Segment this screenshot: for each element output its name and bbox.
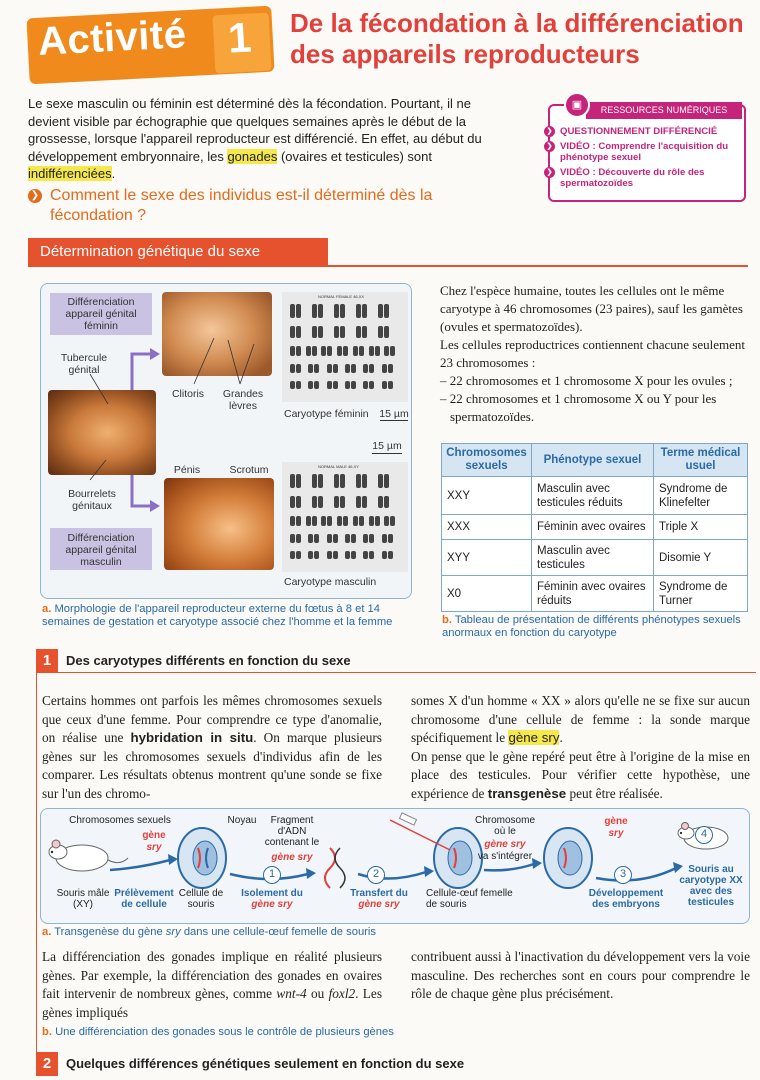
chromosome-glyph [351, 551, 356, 559]
table-cell: XXX [442, 515, 532, 540]
phenotypes-table [441, 443, 748, 612]
chromosome-glyph [384, 474, 389, 488]
figure-2a-caption: a. Transgenèse du gène sry dans une cellule-œuf femelle de souris [42, 926, 376, 938]
resource-link-questionnement[interactable]: ❯ QUESTIONNEMENT DIFFÉRENCIÉ [544, 126, 744, 138]
chromosome-glyph [318, 304, 323, 318]
chromosome-glyph [327, 534, 332, 543]
chromosome-glyph [290, 304, 295, 318]
table-cell: Masculin avec testicules réduits [532, 477, 654, 515]
karyotype-male-header: NORMAL MALE 46,XY [318, 464, 359, 469]
chromosome-glyph [345, 551, 350, 559]
chromosome-glyph [369, 364, 374, 373]
activity-number: 1 [226, 13, 253, 62]
chromosome-glyph [384, 516, 389, 526]
table-caption: b. Tableau de présentation de différents phénotypes sexuels anormaux en fonction du caryotype [442, 614, 741, 639]
label-isolement: Isolement du gène sry [241, 888, 303, 910]
step-2-badge: 2 [367, 866, 385, 884]
chromosome-glyph [343, 516, 348, 526]
chromosome-glyph [351, 381, 356, 389]
chromosome-glyph [290, 496, 295, 508]
label-fragment: Fragment d'ADN contenant le [264, 815, 320, 848]
chromosome-glyph [359, 346, 364, 356]
chromosome-glyph [296, 326, 301, 338]
doc2b-text-right: contribuent aussi à l'inactivation du développement vers la voie masculine. Des recherches sont en cours pour comprendre le rôle de chaque gène plus précisément. [411, 949, 750, 1001]
chromosome-glyph [290, 474, 295, 488]
figure-2b-caption: b. Une différenciation des gonades sous le contrôle de plusieurs gènes [42, 1026, 394, 1038]
chromosome-glyph [345, 534, 350, 543]
male-genitalia-photo [164, 478, 274, 570]
label-scrotum: Scrotum [229, 464, 269, 476]
label-clitoris: Clitoris [171, 388, 205, 400]
female-diff-box: Différenciation appareil génital féminin [50, 293, 152, 335]
male-diff-box: Différenciation appareil génital masculin [50, 528, 152, 570]
chromosome-glyph [327, 516, 332, 526]
document-2-side-rule [36, 673, 37, 1068]
label-cellule-oeuf: Cellule-œuf femelle de souris [426, 888, 513, 910]
label-sry-1: sry [146, 842, 162, 853]
chromosome-glyph [356, 304, 361, 318]
chromosome-glyph [375, 516, 380, 526]
chromosome-glyph [333, 364, 338, 373]
step-1-badge: 1 [263, 866, 281, 884]
chromosome-glyph [327, 381, 332, 389]
chromosome-glyph [345, 381, 350, 389]
chromosome-glyph [390, 516, 395, 526]
table-cell: Féminin avec ovaires réduits [532, 576, 654, 612]
chromosome-glyph [318, 326, 323, 338]
chromosome-glyph [312, 474, 317, 488]
label-chromosome-ou: Chromosome où le [474, 815, 536, 837]
chromosome-glyph [351, 364, 356, 373]
chromosome-glyph [296, 551, 301, 559]
chromosome-glyph [327, 364, 332, 373]
label-karyotype-male: Caryotype masculin [284, 576, 377, 588]
chromosome-glyph [382, 364, 387, 373]
chromosome-glyph [312, 496, 317, 508]
chromosome-glyph [362, 474, 367, 488]
label-souris-male: Souris mâle (XY) [56, 888, 110, 910]
resources-header: RESSOURCES NUMÉRIQUES [586, 102, 742, 119]
table-row [442, 540, 748, 576]
chromosome-glyph [318, 496, 323, 508]
chromosome-glyph [290, 364, 295, 373]
label-gene-4: gène [604, 816, 628, 827]
chromosome-glyph [340, 326, 345, 338]
step-3-badge: 3 [614, 866, 632, 884]
chromosome-glyph [378, 474, 383, 488]
resource-link-video-phenotype[interactable]: ❯ VIDÉO : Comprendre l'acquisition du phénotype sexuel [544, 141, 744, 164]
chromosome-glyph [340, 474, 345, 488]
table-cell: Masculin avec testicules [532, 540, 654, 576]
chromosome-glyph [296, 304, 301, 318]
chromosome-glyph [296, 516, 301, 526]
table-cell: Syndrome de Klinefelter [654, 477, 748, 515]
chromosome-glyph [388, 381, 393, 389]
chromosome-glyph [369, 346, 374, 356]
chromosome-glyph [333, 551, 338, 559]
chromosome-glyph [384, 496, 389, 508]
chromosome-glyph [312, 346, 317, 356]
document-title: Des caryotypes différents en fonction du sexe [66, 653, 351, 668]
label-cellule-souris: Cellule de souris [178, 888, 224, 910]
label-sry-4: sry [608, 828, 624, 839]
chromosome-glyph [369, 534, 374, 543]
chromosome-glyph [318, 474, 323, 488]
chromosome-glyph [312, 326, 317, 338]
label-gene-1: gène [142, 830, 166, 841]
chromosome-glyph [306, 516, 311, 526]
chromosome-glyph [321, 516, 326, 526]
chromosome-glyph [296, 346, 301, 356]
chromosome-glyph [296, 474, 301, 488]
chromosome-glyph [369, 381, 374, 389]
chromosome-glyph [388, 534, 393, 543]
chromosome-glyph [290, 516, 295, 526]
chromosome-glyph [356, 326, 361, 338]
chromosome-glyph [314, 364, 319, 373]
label-tubercule: Tubercule génital [60, 352, 108, 376]
chromosome-glyph [321, 346, 326, 356]
chromosome-glyph [362, 496, 367, 508]
karyotype-male-image [282, 462, 408, 572]
doc2b-text-left: La différenciation des gonades implique en réalité plusieurs gènes. Par exemple, la différenciation des gonades en ovaires fait intervenir de nombreux gènes, comme wnt-4 ou foxl2. Les gènes impliqués [42, 949, 382, 1020]
chromosome-glyph [363, 534, 368, 543]
label-bourrelets: Bourrelets génitaux [68, 488, 116, 512]
chromosome-glyph [296, 364, 301, 373]
chromosome-glyph [382, 534, 387, 543]
label-noyau: Noyau [227, 815, 257, 826]
chromosome-glyph [345, 364, 350, 373]
chromosome-glyph [363, 551, 368, 559]
label-gene-sry-fragment: gène sry [271, 852, 313, 863]
resource-link-video-spermatozoides[interactable]: ❯ VIDÉO : Découverte du rôle des spermatozoïdes [544, 167, 744, 190]
doc2-text-right: somes X d'un homme « XX » alors qu'elle ne se fixe sur aucun chromosome d'une cellule de femme : la sonde marque spécifiquement le gène sry. On pense que le gène repéré peut être à l'origine de la mise en place des testicules. Pour vérifier cette hypothèse, une expérience de transgenèse peut être réalisée. [411, 693, 750, 801]
table-header: Phénotype sexuel [532, 444, 654, 477]
scale-bar-male: 15 µm [372, 440, 402, 452]
chromosome-glyph [363, 381, 368, 389]
intro-text: Le sexe masculin ou féminin est déterminé dès la fécondation. Pourtant, il ne devient visible par échographie que quelques semaines après le début de la grossesse, lorsque l'appareil reproducteur est différencié. En effet, au début du développement embryonnaire, les gonades (ovaires et testicules) sont indifférenciées. [28, 96, 482, 181]
chromosome-glyph [356, 474, 361, 488]
chromosome-glyph [363, 364, 368, 373]
label-penis: Pénis [173, 464, 201, 476]
chromosome-glyph [340, 496, 345, 508]
chromosome-glyph [308, 534, 313, 543]
chromosome-glyph [333, 381, 338, 389]
chromosome-glyph [296, 381, 301, 389]
chromosome-glyph [378, 496, 383, 508]
chromosome-glyph [359, 516, 364, 526]
chromosome-glyph [369, 516, 374, 526]
chevron-right-icon: ❯ [28, 189, 42, 203]
table-row [442, 515, 748, 540]
document-number: 1 [36, 649, 58, 673]
caryotype-explanation: Chez l'espèce humaine, toutes les cellules ont le même caryotype à 46 chromosomes (23 paires), sauf les gamètes (ovules et spermatozoïdes). Les cellules reproductrices contiennent chacune seulement 23 chromosomes : – 22 chromosomes et 1 chromosome X pour les ovules ; – 22 chromosomes et 1 chromosome X ou Y pour les spermatozoïdes. [440, 283, 746, 424]
chromosome-glyph [296, 496, 301, 508]
label-transfert: Transfert du gène sry [350, 888, 408, 910]
chromosome-glyph [327, 551, 332, 559]
chromosome-glyph [388, 364, 393, 373]
label-leaders-female [180, 320, 270, 390]
scale-line-female [380, 420, 408, 421]
document-1-label [36, 649, 750, 673]
karyotype-female-image [282, 292, 408, 402]
table-cell: XXY [442, 477, 532, 515]
resources-list [544, 126, 744, 193]
scale-line-male [372, 453, 402, 454]
label-chromosomes-sexuels: Chromosomes sexuels [69, 815, 171, 826]
chromosome-glyph [312, 304, 317, 318]
table-header: Terme médical usuel [654, 444, 748, 477]
chromosome-glyph [384, 346, 389, 356]
chromosome-glyph [296, 534, 301, 543]
table-cell: Syndrome de Turner [654, 576, 748, 612]
arrow-branch-icon [124, 340, 164, 520]
document-number: 2 [36, 1052, 58, 1076]
chromosome-glyph [290, 551, 295, 559]
chevron-right-icon: ❯ [544, 167, 555, 178]
presentation-icon: ▣ [564, 92, 590, 118]
chromosome-glyph [343, 346, 348, 356]
page-title: De la fécondation à la différenciation des appareils reproducteurs [290, 8, 744, 69]
label-va-integrer: va s'intégrer [477, 851, 533, 862]
document-1-divider [36, 672, 756, 673]
chevron-right-icon: ❯ [544, 126, 555, 137]
mouse-cell-icon [178, 828, 226, 888]
table-cell: Triple X [654, 515, 748, 540]
chromosome-glyph [390, 346, 395, 356]
chromosome-glyph [290, 534, 295, 543]
chromosome-glyph [378, 304, 383, 318]
table-row [442, 576, 748, 612]
label-developpement: Développement des embryons [588, 888, 664, 910]
chromosome-glyph [356, 496, 361, 508]
chromosome-glyph [375, 346, 380, 356]
table-cell: Disomie Y [654, 540, 748, 576]
table-cell: XYY [442, 540, 532, 576]
chromosome-glyph [306, 346, 311, 356]
label-gene-sry-chromosome: gène sry [484, 839, 526, 850]
chromosome-glyph [378, 326, 383, 338]
mouse-male-icon [49, 840, 128, 871]
chevron-right-icon: ❯ [544, 141, 555, 152]
table-cell: Féminin avec ovaires [532, 515, 654, 540]
section-title: Détermination génétique du sexe [28, 238, 328, 266]
chromosome-glyph [312, 516, 317, 526]
chromosome-glyph [353, 516, 358, 526]
chromosome-glyph [382, 551, 387, 559]
chromosome-glyph [340, 304, 345, 318]
table-cell: X0 [442, 576, 532, 612]
activity-word: Activité [36, 12, 188, 64]
chromosome-glyph [314, 534, 319, 543]
chromosome-glyph [362, 304, 367, 318]
chromosome-glyph [327, 346, 332, 356]
section-divider [28, 265, 748, 267]
chromosome-glyph [314, 381, 319, 389]
chromosome-glyph [290, 381, 295, 389]
label-souris-xx: Souris au caryotype XX avec des testicules [679, 864, 743, 908]
chromosome-glyph [334, 304, 339, 318]
chromosome-glyph [333, 534, 338, 543]
document-2-label [36, 1052, 750, 1078]
chromosome-glyph [353, 346, 358, 356]
chromosome-glyph [308, 551, 313, 559]
chromosome-glyph [369, 551, 374, 559]
chromosome-glyph [334, 326, 339, 338]
chromosome-glyph [384, 304, 389, 318]
doc2-text-left: Certains hommes ont parfois les mêmes chromosomes sexuels que ceux d'une femme. Pour comprendre ce type d'anomalie, on réalise une hybridation in situ. On marque plusieurs gènes sur les chromosomes sexuels d'individus afin de les comparer. Les résultats obtenus montrent qu'une sonde se fixe sur l'un des chromo- [42, 693, 382, 801]
chromosome-glyph [314, 551, 319, 559]
chromosome-glyph [334, 496, 339, 508]
chromosome-glyph [308, 381, 313, 389]
chromosome-glyph [337, 516, 342, 526]
karyotype-female-header: NORMAL FEMALE 46,XX [318, 294, 365, 299]
chromosome-glyph [351, 534, 356, 543]
table-header: Chromosomes sexuels [442, 444, 532, 477]
chromosome-glyph [290, 326, 295, 338]
main-question: ❯ Comment le sexe des individus est-il déterminé dès la fécondation ? [28, 186, 488, 226]
embryo-cell-icon [544, 828, 592, 888]
chromosome-glyph [308, 364, 313, 373]
chromosome-glyph [384, 326, 389, 338]
label-grandes-levres: Grandes lèvres [222, 388, 264, 412]
table-row [442, 477, 748, 515]
document-title: Quelques différences génétiques seulement en fonction du sexe [66, 1056, 465, 1071]
chromosome-glyph [382, 381, 387, 389]
chromosome-glyph [337, 346, 342, 356]
figure-1a-caption: a. Morphologie de l'appareil reproducteur externe du fœtus à 8 et 14 semaines de gestation et caryotype associé chez l'homme et la femme [42, 603, 393, 628]
chromosome-glyph [290, 346, 295, 356]
chromosome-glyph [362, 326, 367, 338]
step-4-badge: 4 [695, 826, 713, 844]
chromosome-glyph [388, 551, 393, 559]
scale-bar-female: 15 µm [379, 408, 409, 420]
label-prelevement: Prélèvement de cellule [114, 888, 174, 910]
chromosome-glyph [334, 474, 339, 488]
label-karyotype-female: Caryotype féminin [284, 408, 369, 420]
